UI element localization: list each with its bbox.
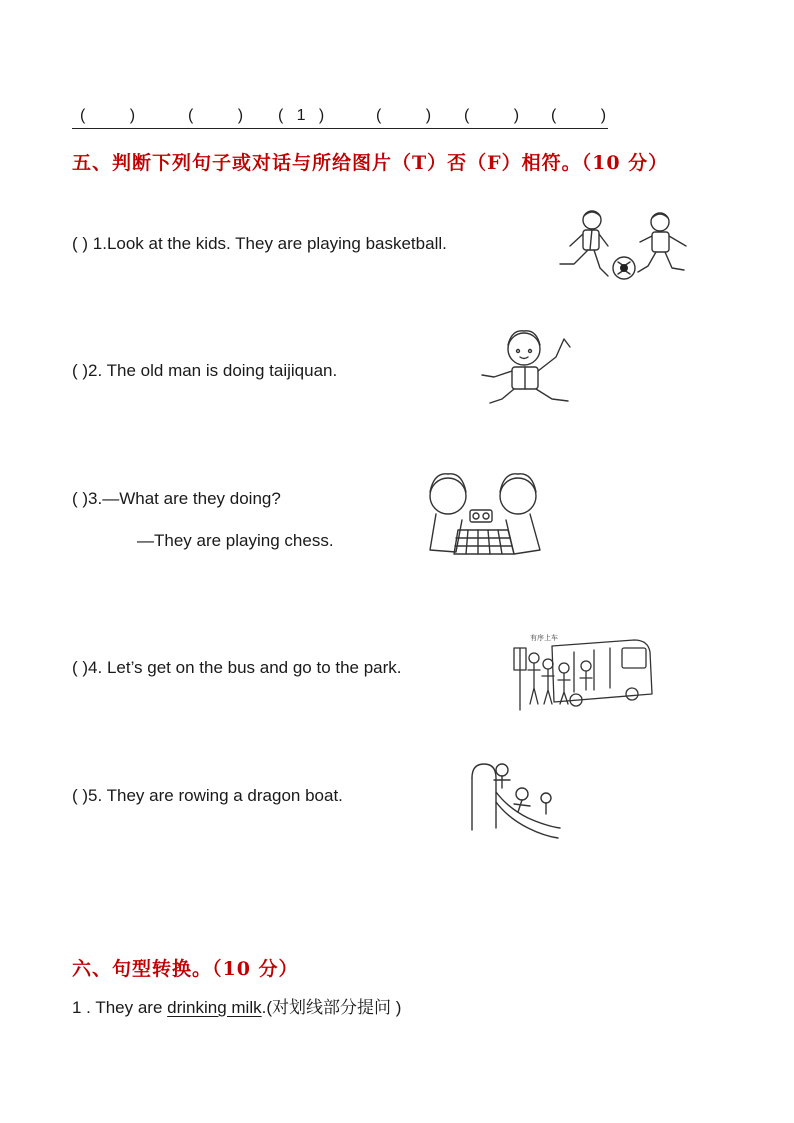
answer-blank-6[interactable]: ( ) [551, 107, 607, 124]
question-2 [72, 360, 337, 382]
question-3 [72, 488, 281, 510]
section-6-heading: 六、句型转换。（10 分） [72, 958, 299, 980]
question-5 [72, 785, 343, 807]
kids-playing-football-image [552, 206, 702, 284]
answer-blank-4[interactable]: ( ) [376, 107, 432, 124]
question-1-text: 1.Look at the kids. They are playing basketball. [88, 234, 447, 253]
kids-playing-chess-image [422, 470, 548, 562]
question-3-answer-paren[interactable]: ( ) [72, 489, 89, 508]
question-4-text: 4. Let’s get on the bus and go to the park. [88, 658, 402, 677]
section-6-question-1 [72, 997, 401, 1019]
question-3-text: 3.—What are they doing? [88, 489, 281, 508]
answer-blank-5[interactable]: ( ) [464, 107, 520, 124]
kids-on-slide-image [468, 758, 564, 844]
answer-blank-2[interactable]: ( ) [188, 107, 244, 124]
answer-blank-3[interactable]: ( 1 ) [278, 107, 325, 124]
section-6-question-1-underlined: drinking milk [167, 998, 262, 1017]
question-2-answer-paren[interactable]: ( ) [72, 361, 89, 380]
question-4 [72, 657, 402, 679]
question-3-reply: —They are playing chess. [137, 531, 334, 550]
question-1-answer-paren[interactable]: ( ) [72, 234, 89, 253]
section-5-heading: 五、判断下列句子或对话与所给图片（T）否（F）相符。（10 分） [72, 152, 669, 174]
bus-stop-sign-text: 有序上车 [530, 634, 558, 642]
people-boarding-bus-image [514, 628, 654, 714]
boy-doing-taijiquan-image [472, 325, 584, 409]
question-1 [72, 233, 447, 255]
section-6-question-1-prefix: 1 . They are [72, 998, 168, 1017]
section-6-question-1-suffix: .(对划线部分提问 ) [261, 998, 402, 1017]
question-4-answer-paren[interactable]: ( ) [72, 658, 89, 677]
answer-parentheses-row [72, 106, 608, 129]
question-2-text: 2. The old man is doing taijiquan. [88, 361, 338, 380]
answer-blank-1[interactable]: ( ) [80, 107, 136, 124]
question-5-answer-paren[interactable]: ( ) [72, 786, 89, 805]
question-5-text: 5. They are rowing a dragon boat. [88, 786, 343, 805]
